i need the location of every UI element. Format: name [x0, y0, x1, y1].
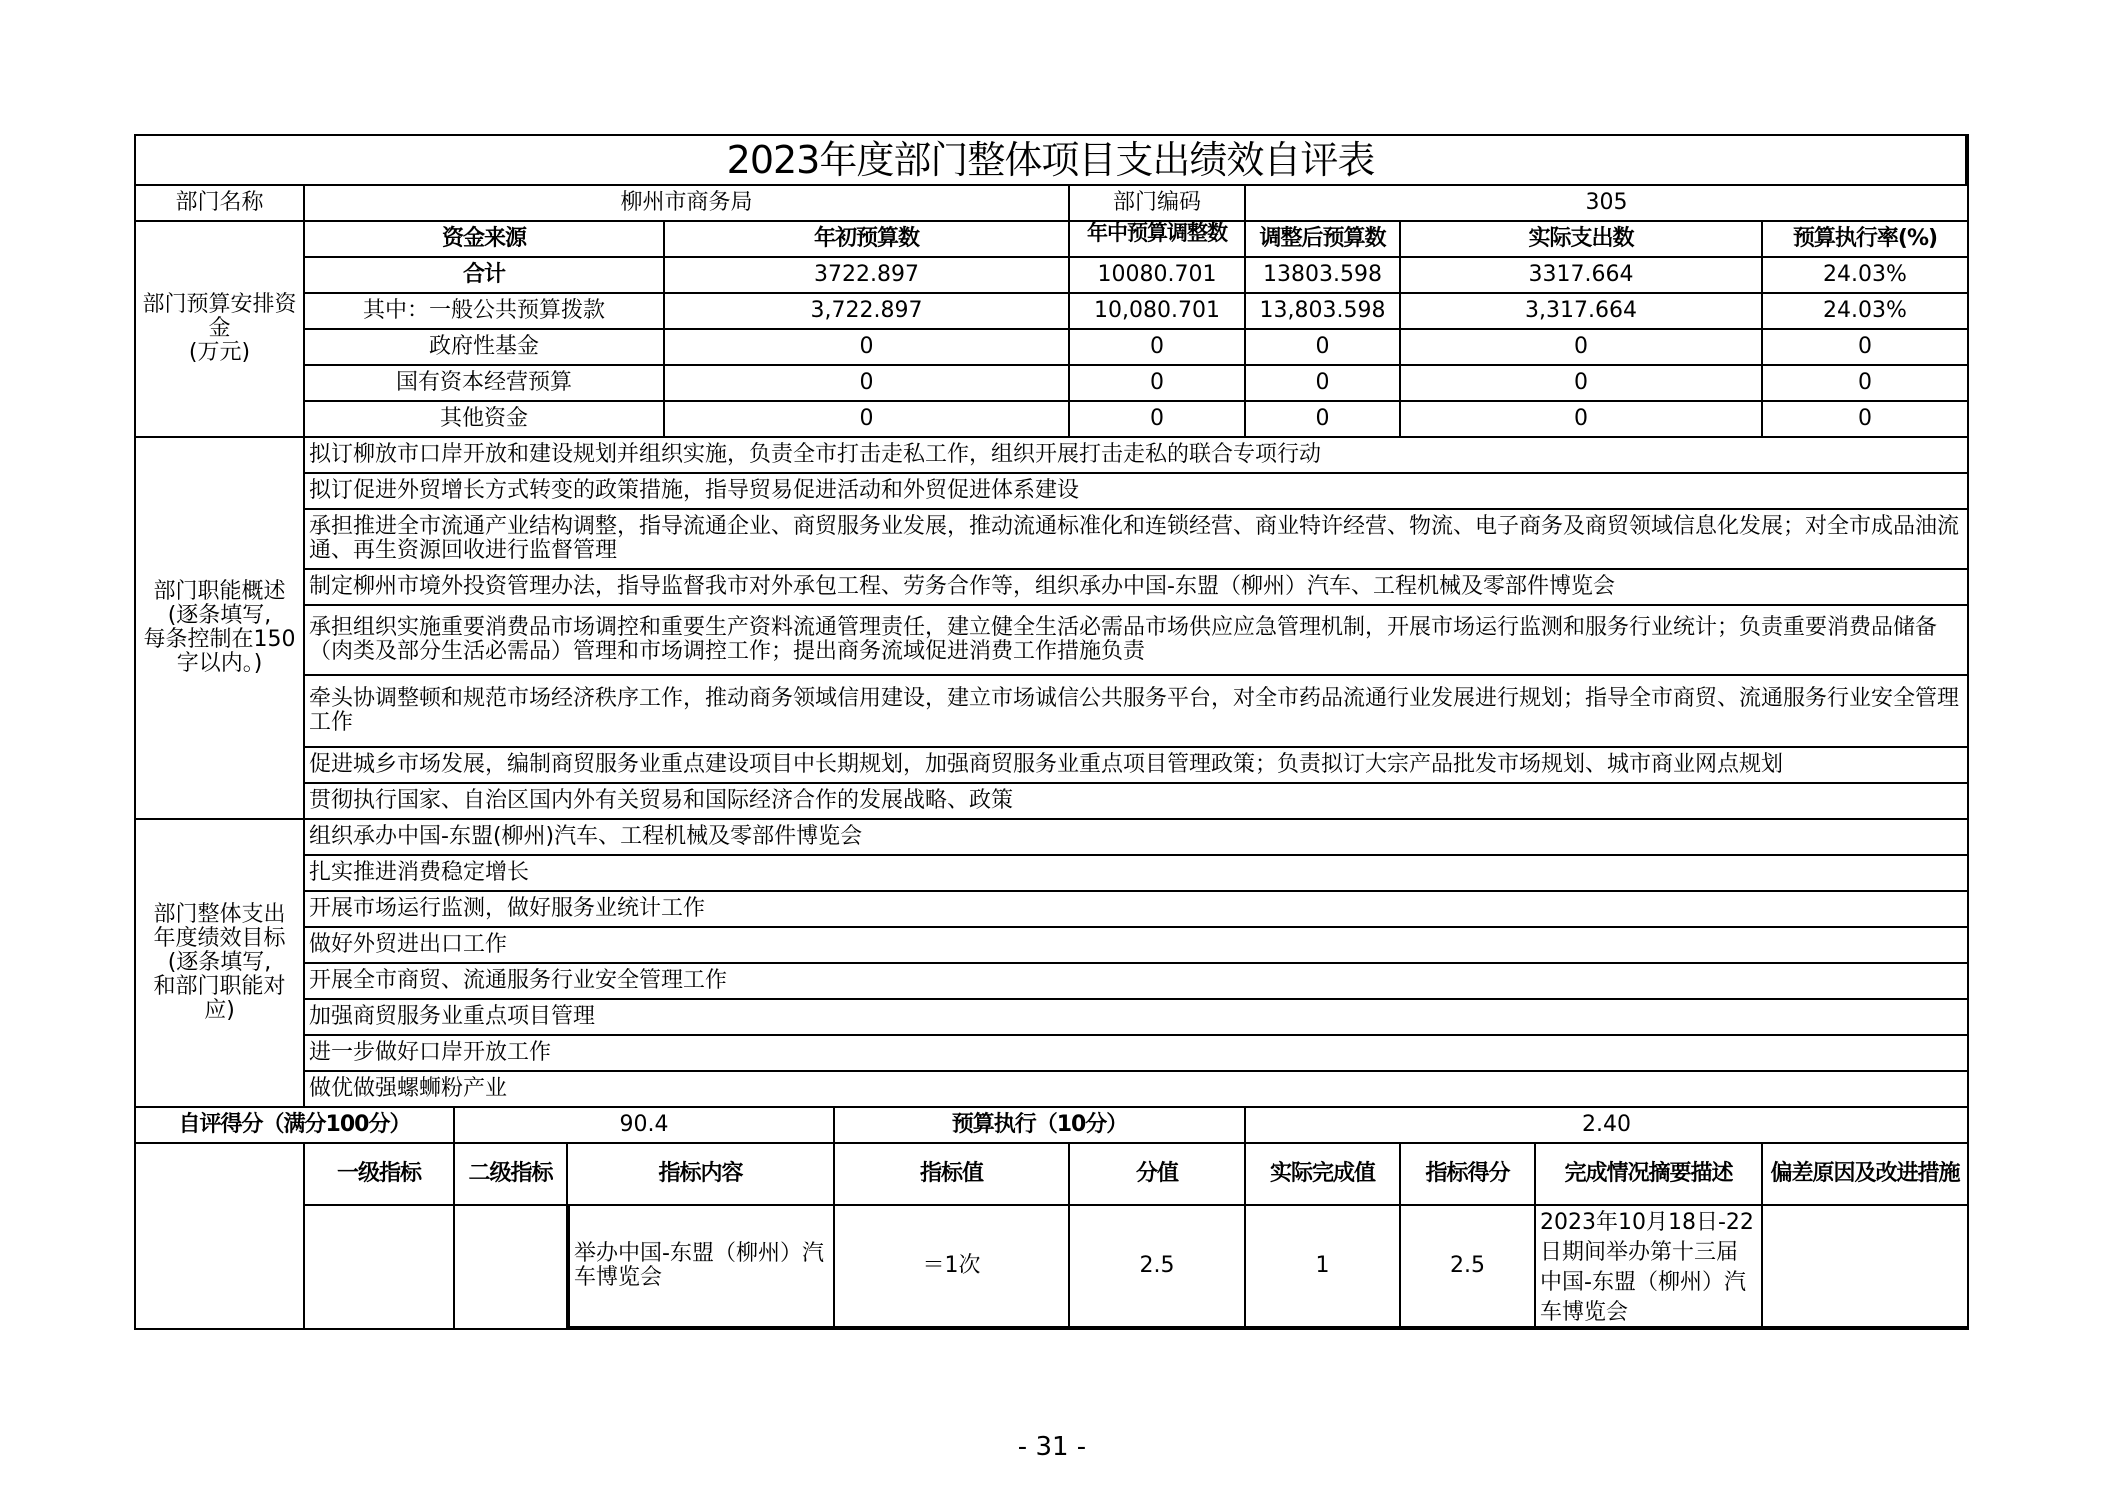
budget-row-rate: 24.03% [1763, 294, 1967, 330]
budget-row-source: 合计 [305, 258, 665, 294]
indicator-header-target: 指标值 [835, 1144, 1070, 1206]
indicator-row-content: 举办中国-东盟（柳州）汽车博览会 [568, 1206, 835, 1328]
self-score-label: 自评得分（满分100分） [136, 1108, 455, 1144]
page-number: - 31 - [1017, 1432, 1087, 1462]
budget-row-source: 国有资本经营预算 [305, 366, 665, 402]
budget-row-midyear: 10,080.701 [1070, 294, 1246, 330]
budget-row-midyear: 0 [1070, 330, 1246, 366]
indicator-row-target: ＝1次 [835, 1206, 1070, 1328]
budget-section-label: 部门预算安排资金 (万元) [136, 222, 305, 438]
indicator-header-level1: 一级指标 [305, 1144, 455, 1206]
function-item: 贯彻执行国家、自治区国内外有关贸易和国际经济合作的发展战略、政策 [305, 784, 1967, 820]
table-title: 2023年度部门整体项目支出绩效自评表 [136, 136, 1967, 186]
budget-row-midyear: 0 [1070, 366, 1246, 402]
indicator-row-summary: 2023年10月18日-22日期间举办第十三届中国-东盟（柳州）汽车博览会 [1536, 1206, 1763, 1328]
budget-header-source: 资金来源 [305, 222, 665, 258]
goal-item: 开展全市商贸、流通服务行业安全管理工作 [305, 964, 1967, 1000]
budget-row-initial: 0 [665, 402, 1070, 438]
indicator-row-level2 [455, 1206, 568, 1328]
budget-row-actual: 0 [1401, 402, 1763, 438]
indicator-row-deviation [1763, 1206, 1967, 1328]
dept-code-value: 305 [1246, 186, 1967, 222]
budget-row-source: 其他资金 [305, 402, 665, 438]
function-item: 拟订柳放市口岸开放和建设规划并组织实施，负责全市打击走私工作，组织开展打击走私的联合专项行动 [305, 438, 1967, 474]
goal-item: 扎实推进消费稳定增长 [305, 856, 1967, 892]
budget-row-rate: 0 [1763, 330, 1967, 366]
budget-row-adjusted: 0 [1246, 366, 1401, 402]
budget-row-midyear: 0 [1070, 402, 1246, 438]
functions-label: 部门职能概述 (逐条填写, 每条控制在150 字以内。) [136, 438, 305, 820]
dept-name-value: 柳州市商务局 [305, 186, 1070, 222]
indicator-row-actual: 1 [1246, 1206, 1401, 1328]
dept-name-label: 部门名称 [136, 186, 305, 222]
goals-label: 部门整体支出 年度绩效目标 (逐条填写, 和部门职能对 应) [136, 820, 305, 1108]
budget-header-midyear: 年中预算调整数 [1070, 222, 1246, 258]
budget-row-adjusted: 0 [1246, 330, 1401, 366]
indicator-header-score: 指标得分 [1401, 1144, 1536, 1206]
budget-row-adjusted: 0 [1246, 402, 1401, 438]
budget-row-actual: 3,317.664 [1401, 294, 1763, 330]
indicator-row-weight: 2.5 [1070, 1206, 1246, 1328]
function-item: 拟订促进外贸增长方式转变的政策措施，指导贸易促进活动和外贸促进体系建设 [305, 474, 1967, 510]
goal-item: 组织承办中国-东盟(柳州)汽车、工程机械及零部件博览会 [305, 820, 1967, 856]
self-score-value: 90.4 [455, 1108, 835, 1144]
budget-row-initial: 3,722.897 [665, 294, 1070, 330]
budget-header-adjusted: 调整后预算数 [1246, 222, 1401, 258]
budget-row-source: 政府性基金 [305, 330, 665, 366]
budget-header-initial: 年初预算数 [665, 222, 1070, 258]
budget-row-actual: 3317.664 [1401, 258, 1763, 294]
goal-item: 做好外贸进出口工作 [305, 928, 1967, 964]
function-item: 牵头协调整顿和规范市场经济秩序工作，推动商务领域信用建设，建立市场诚信公共服务平台，对全市药品流通行业发展进行规划；指导全市商贸、流通服务行业安全管理工作 [305, 676, 1967, 748]
indicator-header-actual: 实际完成值 [1246, 1144, 1401, 1206]
budget-row-adjusted: 13,803.598 [1246, 294, 1401, 330]
budget-row-midyear: 10080.701 [1070, 258, 1246, 294]
budget-row-rate: 0 [1763, 402, 1967, 438]
goal-item: 加强商贸服务业重点项目管理 [305, 1000, 1967, 1036]
indicator-row-level1 [305, 1206, 455, 1328]
goal-item: 做优做强螺蛳粉产业 [305, 1072, 1967, 1108]
budget-row-rate: 24.03% [1763, 258, 1967, 294]
budget-row-rate: 0 [1763, 366, 1967, 402]
budget-row-initial: 3722.897 [665, 258, 1070, 294]
performance-table [134, 134, 1969, 1330]
indicator-header-level2: 二级指标 [455, 1144, 568, 1206]
function-item: 承担推进全市流通产业结构调整，指导流通企业、商贸服务业发展，推动流通标准化和连锁经营、商业特许经营、物流、电子商务及商贸领域信息化发展；对全市成品油流通、再生资源回收进行监督管理 [305, 510, 1967, 570]
indicator-header-content: 指标内容 [568, 1144, 835, 1206]
budget-exec-value: 2.40 [1246, 1108, 1967, 1144]
indicator-row-score: 2.5 [1401, 1206, 1536, 1328]
budget-row-source: 其中：一般公共预算拨款 [305, 294, 665, 330]
indicator-header-weight: 分值 [1070, 1144, 1246, 1206]
indicator-header-summary: 完成情况摘要描述 [1536, 1144, 1763, 1206]
budget-header-actual: 实际支出数 [1401, 222, 1763, 258]
budget-exec-label: 预算执行（10分） [835, 1108, 1246, 1144]
indicator-left-blank [136, 1144, 305, 1330]
budget-row-actual: 0 [1401, 366, 1763, 402]
budget-row-adjusted: 13803.598 [1246, 258, 1401, 294]
function-item: 承担组织实施重要消费品市场调控和重要生产资料流通管理责任，建立健全生活必需品市场供应应急管理机制，开展市场运行监测和服务行业统计；负责重要消费品储备（肉类及部分生活必需品）管理和市场调控工作；提出商务流域促进消费工作措施负责 [305, 606, 1967, 676]
goal-item: 开展市场运行监测，做好服务业统计工作 [305, 892, 1967, 928]
budget-header-rate: 预算执行率(%) [1763, 222, 1967, 258]
budget-row-initial: 0 [665, 366, 1070, 402]
budget-row-initial: 0 [665, 330, 1070, 366]
indicator-header-deviation: 偏差原因及改进措施 [1763, 1144, 1967, 1206]
function-item: 促进城乡市场发展，编制商贸服务业重点建设项目中长期规划，加强商贸服务业重点项目管理政策；负责拟订大宗产品批发市场规划、城市商业网点规划 [305, 748, 1967, 784]
dept-code-label: 部门编码 [1070, 186, 1246, 222]
goal-item: 进一步做好口岸开放工作 [305, 1036, 1967, 1072]
budget-row-actual: 0 [1401, 330, 1763, 366]
function-item: 制定柳州市境外投资管理办法，指导监督我市对外承包工程、劳务合作等，组织承办中国-东盟（柳州）汽车、工程机械及零部件博览会 [305, 570, 1967, 606]
